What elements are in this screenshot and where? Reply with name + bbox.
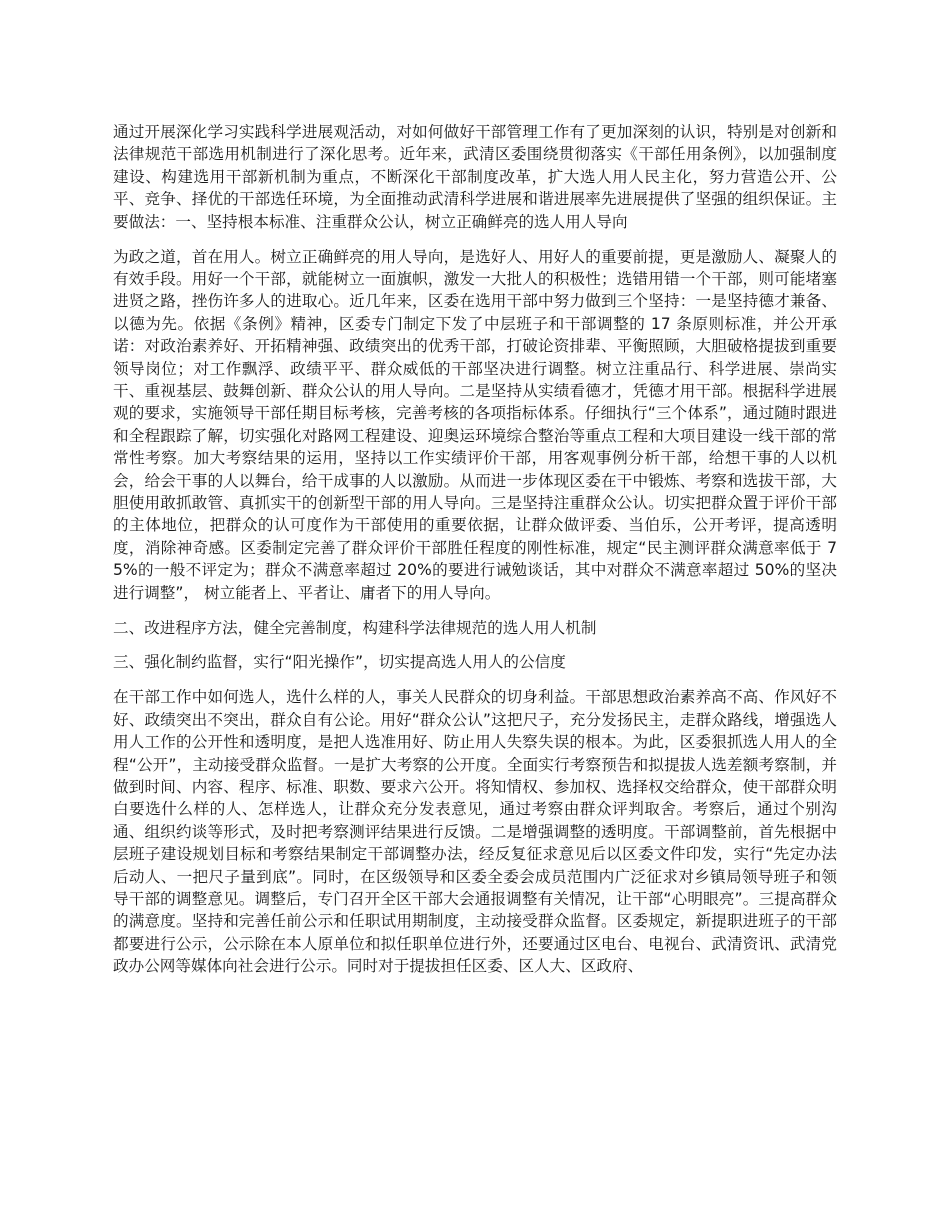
document-page <box>113 121 837 990</box>
body-paragraph-selection-principles: 为政之道，首在用人。树立正确鲜亮的用人导向，是选好人、用好人的重要前提，更是激励人、凝聚人的有效手段。用好一个干部，就能树立一面旗帜，激发一大批人的积极性；选错用错一个干部，则可能堵塞进贤之路，挫伤许多人的进取心。近几年来，区委在选用干部中努力做到三个坚持：一是坚持德才兼备、以德为先。依据《条例》精神，区委专门制定下发了中层班子和干部调整的 17 条原则标准，并公开承诺：对政治素养好、开拓精神强、政绩突出的优秀干部，打破论资排辈、平衡照顾，大胆破格提拔到重要领导岗位；对工作飘浮、政绩平平、群众威低的干部坚决进行调整。树立注重品行、科学进展、崇尚实干、重视基层、鼓舞创新、群众公认的用人导向。二是坚持从实绩看德才，凭德才用干部。根据科学进展观的要求，实施领导干部任期目标考核，完善考核的各项指标体系。仔细执行“三个体系”，通过随时跟进和全程跟踪了解，切实强化对路网工程建设、迎奥运环境综合整治等重点工程和大项目建设一线干部的常常性考察。加大考察结果的运用，坚持以工作实绩评价干部，用客观事例分析干部，给想干事的人以机会，给会干事的人以舞台，给干成事的人以激励。从而进一步体现区委在干中锻炼、考察和选拔干部，大胆使用敢抓敢管、真抓实干的创新型干部的用人导向。三是坚持注重群众公认。切实把群众置于评价干部的主体地位，把群众的认可度作为干部使用的重要依据，让群众做评委、当伯乐，公开考评，提高透明度，消除神奇感。区委制定完善了群众评价干部胜任程度的刚性标准，规定“民主测评群众满意率低于 75%的一般不评定为；群众不满意率超过 20%的要进行诫勉谈话，其中对群众不满意率超过 50%的坚决进行调整”， 树立能者上、平者让、庸者下的用人导向。 <box>113 247 837 602</box>
intro-paragraph: 通过开展深化学习实践科学进展观活动，对如何做好干部管理工作有了更加深刻的认识，特别是对创新和法律规范干部选用机制进行了深化思考。近年来，武清区委围绕贯彻落实《干部任用条例》，以加强制度建设、构建选用干部新机制为重点，不断深化干部制度改革，扩大选人用人民主化，努力营造公开、公平、竞争、择优的干部选任环境，为全面推动武清科学进展和谐进展率先进展提供了坚强的组织保证。主要做法：一、坚持根本标准、注重群众公认，树立正确鲜亮的选人用人导向 <box>113 123 837 231</box>
body-paragraph-supervision: 在干部工作中如何选人，选什么样的人，事关人民群众的切身利益。干部思想政治素养高不高、作风好不好、政绩突出不突出，群众自有公论。用好“群众公认”这把尺子，充分发扬民主，走群众路线，增强选人用人工作的公开性和透明度，是把人选准用好、防止用人失察失误的根本。为此，区委狠抓选人用人的全程“公开”，主动接受群众监督。一是扩大考察的公开度。全面实行考察预告和拟提拔人选差额考察制，并做到时间、内容、程序、标准、职数、要求六公开。将知情权、参加权、选择权交给群众，使干部群众明白要选什么样的人、怎样选人，让群众充分发表意见，通过考察由群众评判取舍。考察后，通过个别沟通、组织约谈等形式，及时把考察测评结果进行反馈。二是增强调整的透明度。干部调整前，首先根据中层班子建设规划目标和考察结果制定干部调整办法，经反复征求意见后以区委文件印发，实行“先定办法后动人、一把尺子量到底”。同时，在区级领导和区委全委会成员范围内广泛征求对乡镇局领导班子和领导干部的调整意见。调整后，专门召开全区干部大会通报调整有关情况，让干部“心明眼亮”。三提高群众的满意度。坚持和完善任前公示和任职试用期制度，主动接受群众监督。区委规定，新提职进班子的干部都要进行公示，公示除在本人原单位和拟任职单位进行外，还要通过区电台、电视台、武清资讯、武清党政办公网等媒体向社会进行公示。同时对于提拔担任区委、区人大、区政府、 <box>113 688 837 976</box>
section-heading-3: 三、强化制约监督，实行“阳光操作”，切实提高选人用人的公信度 <box>113 653 566 672</box>
section-heading-2: 二、改进程序方法，健全完善制度，构建科学法律规范的选人用人机制 <box>113 618 597 637</box>
